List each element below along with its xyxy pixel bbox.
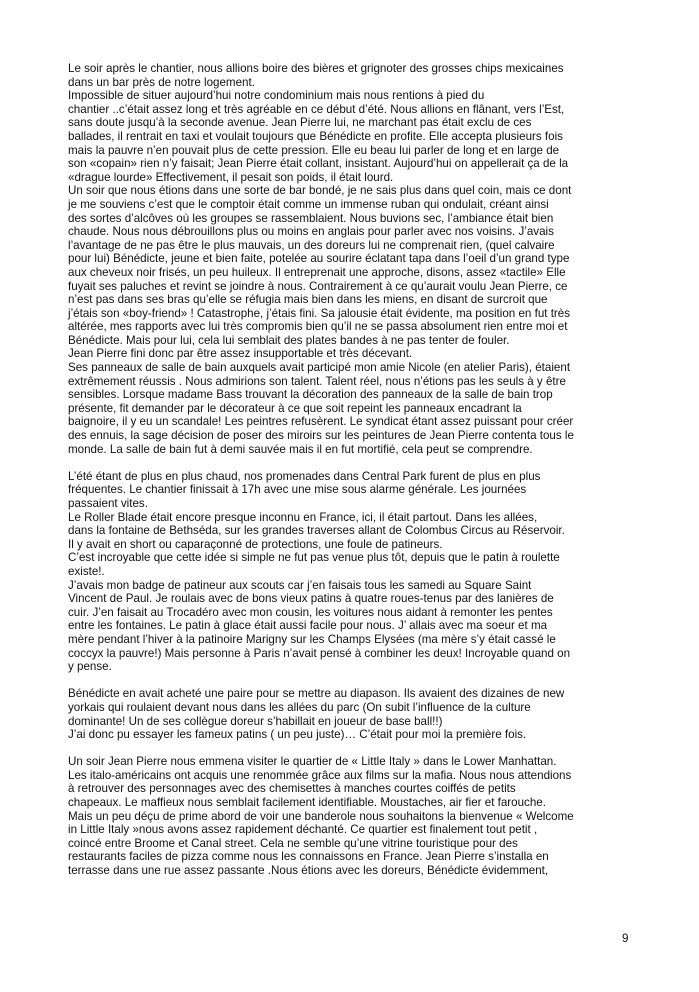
paragraph-roller-blade: Le Roller Blade était encore presque inconnu en France, ici, il était partout. Dans les allées, dans la fontaine de Bethséda, sur les grandes traverses allant de Colombus Circus au Réservoir. Il y avait en short ou caparaçonné de protections, une foule de patineurs.: [68, 510, 565, 551]
paragraph-crowded-bar: Un soir que nous étions dans une sorte de bar bondé, je ne sais plus dans quel coin, mais ce dont je me souviens c’est que le comptoir était comme un immense ruban qui ondulait, créant ainsi des sortes d’alcôves où les groupes se rassemblaient. Nous buvions sec, l’ambiance était bien chaude. Nous nous débrouillons plus ou moins en anglais pour parler avec nos voisins. J’avais l’avantage de ne pas être le plus mauvais, un des doreurs lui ne comprenait rien, (quel calvaire pour lui) Bénédicte, jeune et bien faite, potelée au sourire éclatant tapa dans l’oeil d’un grand type aux cheveux noir frisés, un peu huileux. Il entreprenait une approche, disons, assez «tactile» Elle fuyait ses paluches et revint se joindre à nous. Contrairement à ce qu’aurait voulu Jean Pierre, ce n’est pas dans ses bras qu’elle se réfugia mais bien dans les miens, en disant de surcroit que j’étais son «boy-friend» ! Catastrophe, j’étais fini. Sa jalousie était évidente, ma position en fut très altérée, mes rapports avec lui très compromis bien qu’il ne se passa absolument rien entre moi et Bénédicte. Mais pour lui, cela lui semblait des plates bandes à ne pas tenter de fouler.: [68, 184, 572, 347]
paragraph-skating-memories: J’avais mon badge de patineur aux scouts car j’en faisais tous les samedi au Square Saint Vincent de Paul. Je roulais avec de bons vieux patins à quatre roues-tenus par des lanières de cuir. J’en faisait au Trocadéro avec mon cousin, les voitures nous aidant à remonter les pentes entre les fontaines. Le patin à glace était aussi facile pour nous. J’ allais avec ma soeur et ma mère pendant l’hiver à la patinoire Marigny sur les Champs Elysées (ma mère s’y était cassé le coccyx la pauvre!) Mais personne à Paris n’avait pensé à combiner les deux! Incroyable quand on y pense.: [68, 578, 571, 674]
paragraph-central-park: L’été étant de plus en plus chaud, nos promenades dans Central Park furent de plus en plus fréquentes. Le chantier finissait à 17h avec une mise sous alarme générale. Les journées passaient vites.: [68, 469, 541, 510]
paragraph-benedicte-skates: Bénédicte en avait acheté une paire pour se mettre au diapason. Ils avaient des dizaines de new yorkais qui roulaient devant nous dans les allées du parc (On subit l’influence de la culture dominante! Un de ses collègue doreur s’habillait en joueur de base ball!!): [68, 687, 565, 728]
paragraph-roller-idea: C’est incroyable que cette idée si simple ne fut pas venue plus tôt, depuis que le patin à roulette existe!.: [68, 551, 560, 578]
paragraph-little-italy: Un soir Jean Pierre nous emmena visiter le quartier de « Little Italy » dans le Lower Manhattan. Les italo-américains ont acquis une renommée grâce aux films sur la mafia. Nous nous attendions à retrouver des personnages avec des chemisettes à manches courtes coiffés de petits chapeaux. Le maffieux nous semblait facilement identifiable. Moustaches, air fier et farouche. Mais un peu déçu de prime abord de voir une banderole nous souhaitons la bienvenue « Welcome in Little Italy »nous avons assez rapidement déchanté. Ce quartier est finalement tout petit , coincé entre Broome et Canal street. Cela ne semble qu’une vitrine touristique pour des restaurants faciles de pizza comme nous les connaissons en France. Jean Pierre s’installa en terrasse dans une rue assez passante .Nous étions avec les doreurs, Bénédicte évidemment,: [68, 755, 574, 878]
page-number: 9: [622, 932, 629, 945]
paragraph-bathroom-panels: Ses panneaux de salle de bain auxquels avait participé mon amie Nicole (en atelier Paris), étaient extrêmement réussis . Nous admirions son talent. Talent réel, nous n’étions pas les seuls à y être sensibles. Lorsque madame Bass trouvant la décoration des panneaux de la salle de bain trop présente, fit demander par le décorateur à ce que soit repeint les panneaux encadrant la baignoire, il y eu un scandale! Les peintres refusèrent. Le syndicat étant assez puissant pour créer des ennuis, la sage décision de poser des miroirs sur les peintures de Jean Pierre contenta tous le monde. La salle de bain fut à demi sauvée mais il en fut mortifié, cela peut se comprendre.: [68, 361, 574, 456]
paragraph-first-try: J’ai donc pu essayer les fameux patins ( un peu juste)… C’était pour moi la première fois.: [68, 728, 527, 742]
paragraph-jean-pierre: Jean Pierre fini donc par être assez insupportable et très décevant.: [68, 347, 413, 361]
paragraph-walking-home: Impossible de situer aujourd’hui notre condominium mais nous rentions à pied du chantier ..c’était assez long et très agréable en ce début d’été. Nous allions en flânant, vers l’Est, sans doute jusqu’à la seconde avenue. Jean Pierre lui, ne marchant pas était exclu de ces ballades, il rentrait en taxi et voulait toujours que Bénédicte en profite. Elle accepta plusieurs fois mais la pauvre n’en pouvait plus de cette pression. Elle eu beau lui parler de long et en large de son «copain» rien n’y faisait; Jean Pierre était collant, insistant. Aujourd’hui on appellerait ça de la «drague lourde» Effectivement, il pesait son poids, il était lourd.: [68, 89, 569, 184]
body-text: [68, 62, 638, 878]
paragraph-bar-evenings: Le soir après le chantier, nous allions boire des bières et grignoter des grosses chips mexicaines dans un bar près de notre logement.: [68, 62, 564, 89]
